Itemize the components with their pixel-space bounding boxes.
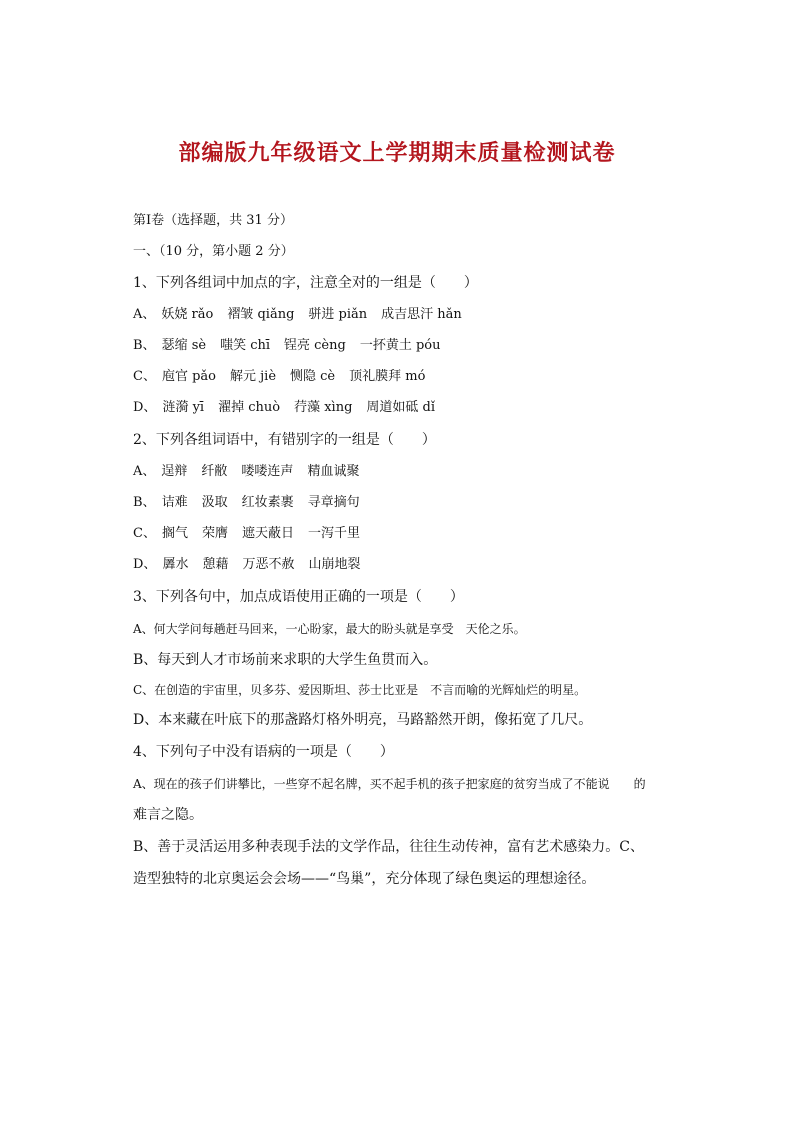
option-item: 恻隐 cè (290, 369, 336, 384)
option-item: 一抔黄土 póu (359, 338, 441, 353)
question-3-option-b: B、每天到人才市场前来求职的大学生鱼贯而入。 (133, 652, 438, 668)
option-item: 锃亮 cèng (284, 338, 346, 353)
question-2-stem: 2、下列各组词语中，有错别字的一组是（ ） (133, 432, 436, 448)
question-1-option-a (133, 306, 476, 324)
option-label: C、 (133, 369, 156, 384)
option-item: 搁气 (161, 526, 188, 541)
option-item: 濯掉 chuò (218, 400, 281, 415)
question-3-option-c: C、在创造的宇宙里，贝多芬、爱因斯坦、莎士比亚是 不言而喻的光辉灿烂的明星。 (133, 683, 587, 697)
question-2-option-d (133, 556, 375, 574)
option-item: 寻章摘句 (307, 495, 360, 510)
page-title: 部编版九年级语文上学期期末质量检测试卷 (178, 141, 616, 166)
question-1-option-b (133, 337, 454, 355)
option-item: 遮天蔽日 (241, 526, 294, 541)
option-item: 万恶不赦 (242, 557, 295, 572)
option-item: 精血诚聚 (307, 464, 360, 479)
option-item: 荣膺 (201, 526, 228, 541)
option-item: 汲取 (201, 495, 228, 510)
question-3-option-a: A、何大学问每趟赶马回来，一心盼家，最大的盼头就是享受 天伦之乐。 (133, 622, 526, 636)
option-item: 解元 jiè (230, 369, 277, 384)
option-label: D、 (133, 557, 157, 572)
option-item: 逞辩 (161, 464, 188, 479)
question-4-line-1: A、现在的孩子们讲攀比，一些穿不起名牌，买不起手机的孩子把家庭的贫穷当成了不能说 的 (133, 777, 646, 791)
option-item: 诘难 (161, 495, 188, 510)
part-one-header: 一、（10 分，第小题 2 分） (133, 244, 294, 259)
question-3-option-d: D、本来藏在叶底下的那盏路灯格外明亮，马路豁然开朗，像拓宽了几尺。 (133, 712, 593, 728)
option-item: 妖娆 rǎo (161, 307, 214, 322)
option-item: 山崩地裂 (308, 557, 361, 572)
option-item: 庖官 pǎo (161, 369, 216, 384)
option-item: 骈进 piǎn (308, 307, 368, 322)
option-item: 顶礼膜拜 mó (349, 369, 426, 384)
question-1-option-c (133, 368, 439, 386)
option-item: 瑟缩 sè (161, 338, 207, 353)
question-4-line-2: 难言之隐。 (133, 807, 203, 823)
question-2-option-a (133, 463, 373, 481)
question-4-line-4: 造型独特的北京奥运会会场——“鸟巢”，充分体现了绿色奥运的理想途径。 (133, 871, 596, 887)
section-header: 第Ⅰ卷（选择题，共 31 分） (133, 213, 293, 228)
question-4-stem: 4、下列句子中没有语病的一项是（ ） (133, 744, 394, 760)
question-2-option-c (133, 525, 374, 543)
option-item: 荇藻 xìng (294, 400, 353, 415)
option-label: B、 (133, 495, 156, 510)
option-item: 涟漪 yī (162, 400, 205, 415)
option-item: 憩藉 (202, 557, 229, 572)
option-item: 褶皱 qiǎng (227, 307, 295, 322)
option-label: B、 (133, 338, 156, 353)
option-label: C、 (133, 526, 156, 541)
option-item: 成吉思汗 hǎn (381, 307, 462, 322)
option-item: 嗤笑 chī (220, 338, 271, 353)
question-1-option-d (133, 399, 449, 417)
question-4-line-3: B、善于灵活运用多种表现手法的文学作品，往往生动传神，富有艺术感染力。C、 (133, 839, 644, 855)
option-item: 一泻千里 (308, 526, 361, 541)
option-item: 纤敝 (201, 464, 228, 479)
option-label: A、 (133, 464, 156, 479)
question-2-option-b (133, 494, 374, 512)
option-item: 周道如砥 dǐ (366, 400, 436, 415)
option-label: A、 (133, 307, 156, 322)
option-item: 羼水 (162, 557, 189, 572)
question-3-stem: 3、下列各句中，加点成语使用正确的一项是（ ） (133, 589, 464, 605)
question-1-stem: 1、下列各组词中加点的字，注意全对的一组是（ ） (133, 275, 478, 291)
option-item: 喽喽连声 (241, 464, 294, 479)
option-item: 红妆素裹 (241, 495, 294, 510)
option-label: D、 (133, 400, 157, 415)
